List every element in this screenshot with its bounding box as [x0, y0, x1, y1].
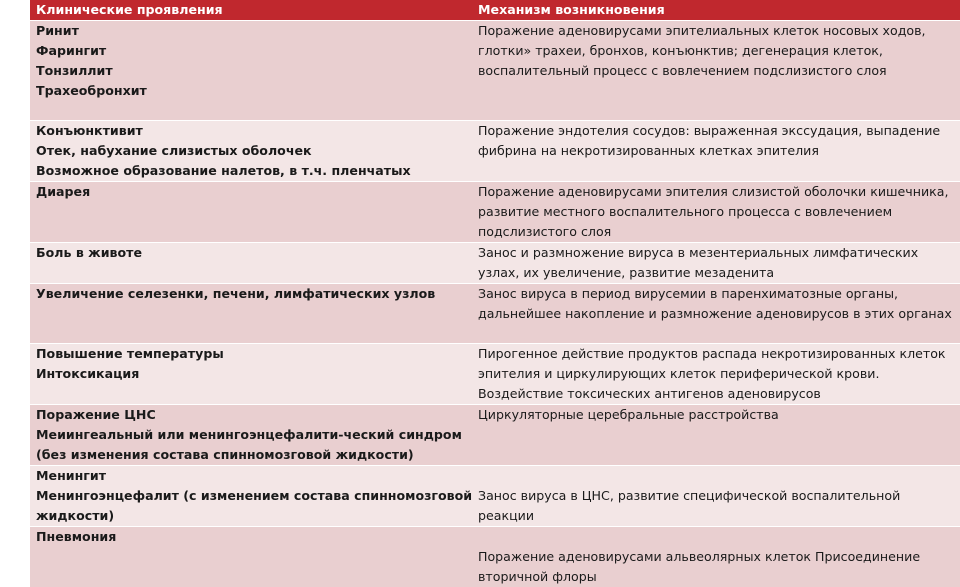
clinical-manifestation-cell — [30, 527, 472, 587]
symptom-line: Меиингеальный или менингоэнцефалити-ческий синдром — [36, 425, 472, 445]
table-row — [30, 344, 960, 405]
symptom-line: Отек, набухание слизистых оболочек — [36, 141, 472, 161]
clinical-manifestation-cell — [30, 21, 472, 121]
mechanism-line: глотки» трахеи, бронхов, конъюнктив; дегенерация клеток, — [478, 41, 960, 61]
mechanism-line — [478, 527, 960, 547]
symptom-line: Менингит — [36, 466, 472, 486]
mechanism-line: Поражение аденовирусами альвеолярных клеток Присоединение — [478, 547, 960, 567]
symptom-line: Интоксикация — [36, 364, 472, 384]
symptom-line: жидкости) — [36, 506, 472, 526]
table-row — [30, 527, 960, 587]
mechanism-line: фибрина на некротизированных клетках эпителия — [478, 141, 960, 161]
clinical-manifestation-cell — [30, 405, 472, 466]
symptom-line: Увеличение селезенки, печени, лимфатических узлов — [36, 284, 472, 304]
symptoms-mechanism-table — [30, 0, 960, 587]
clinical-manifestation-cell — [30, 121, 472, 182]
mechanism-cell — [472, 121, 960, 182]
mechanism-line — [478, 466, 960, 486]
mechanism-line: подслизистого слоя — [478, 222, 960, 242]
symptom-line: (без изменения состава спинномозговой жидкости) — [36, 445, 472, 465]
table-row — [30, 466, 960, 527]
symptom-line: Фарингит — [36, 41, 472, 61]
clinical-manifestation-cell — [30, 182, 472, 243]
symptom-line: Возможное образование налетов, в т.ч. пленчатых — [36, 161, 472, 181]
mechanism-line: Поражение эндотелия сосудов: выраженная экссудация, выпадение — [478, 121, 960, 141]
table-row — [30, 405, 960, 466]
mechanism-line: Занос и размножение вируса в мезентериальных лимфатических — [478, 243, 960, 263]
symptom-line: Поражение ЦНС — [36, 405, 472, 425]
mechanism-cell — [472, 527, 960, 587]
symptom-line: Менингоэнцефалит (с изменением состава спинномозговой — [36, 486, 472, 506]
table-body — [30, 21, 960, 587]
table-row — [30, 284, 960, 344]
clinical-manifestation-cell — [30, 284, 472, 344]
mechanism-line: Пирогенное действие продуктов распада некротизированных клеток — [478, 344, 960, 364]
clinical-manifestation-cell — [30, 344, 472, 405]
mechanism-line: развитие местного воспалительного процесса с вовлечением — [478, 202, 960, 222]
mechanism-cell — [472, 284, 960, 344]
mechanism-line: вторичной флоры — [478, 567, 960, 587]
mechanism-line: Поражение аденовирусами эпителия слизистой оболочки кишечника, — [478, 182, 960, 202]
header-clinical-manifestations: Клинические проявления — [30, 0, 472, 21]
symptom-line: Ринит — [36, 21, 472, 41]
symptom-line: Пневмония — [36, 527, 472, 547]
mechanism-line: реакции — [478, 506, 960, 526]
mechanism-cell — [472, 466, 960, 527]
symptom-line: Трахеобронхит — [36, 81, 472, 101]
symptom-line: Конъюнктивит — [36, 121, 472, 141]
mechanism-cell — [472, 182, 960, 243]
mechanism-cell — [472, 344, 960, 405]
symptom-line: Тонзиллит — [36, 61, 472, 81]
mechanism-line: эпителия и циркулирующих клеток периферической крови. — [478, 364, 960, 384]
clinical-manifestation-cell — [30, 466, 472, 527]
table-header-row — [30, 0, 960, 21]
mechanism-line: узлах, их увеличение, развитие мезаденита — [478, 263, 960, 283]
symptom-line: Повышение температуры — [36, 344, 472, 364]
clinical-manifestation-cell — [30, 243, 472, 284]
symptom-line: Боль в животе — [36, 243, 472, 263]
mechanism-line: Воздействие токсических антигенов аденовирусов — [478, 384, 960, 404]
mechanism-line: Поражение аденовирусами эпителиальных клеток носовых ходов, — [478, 21, 960, 41]
table-row — [30, 121, 960, 182]
table-row — [30, 182, 960, 243]
table-row — [30, 21, 960, 121]
mechanism-cell — [472, 243, 960, 284]
mechanism-line: дальнейшее накопление и размножение аденовирусов в этих органах — [478, 304, 960, 324]
header-mechanism: Механизм возникновения — [472, 0, 960, 21]
mechanism-cell — [472, 21, 960, 121]
mechanism-line: Занос вируса в ЦНС, развитие специфической воспалительной — [478, 486, 960, 506]
mechanism-cell — [472, 405, 960, 466]
mechanism-line: воспалительный процесс с вовлечением подслизистого слоя — [478, 61, 960, 81]
symptom-line: Диарея — [36, 182, 472, 202]
table-row — [30, 243, 960, 284]
mechanism-line: Циркуляторные церебральные расстройства — [478, 405, 960, 425]
mechanism-line: Занос вируса в период вирусемии в паренхиматозные органы, — [478, 284, 960, 304]
